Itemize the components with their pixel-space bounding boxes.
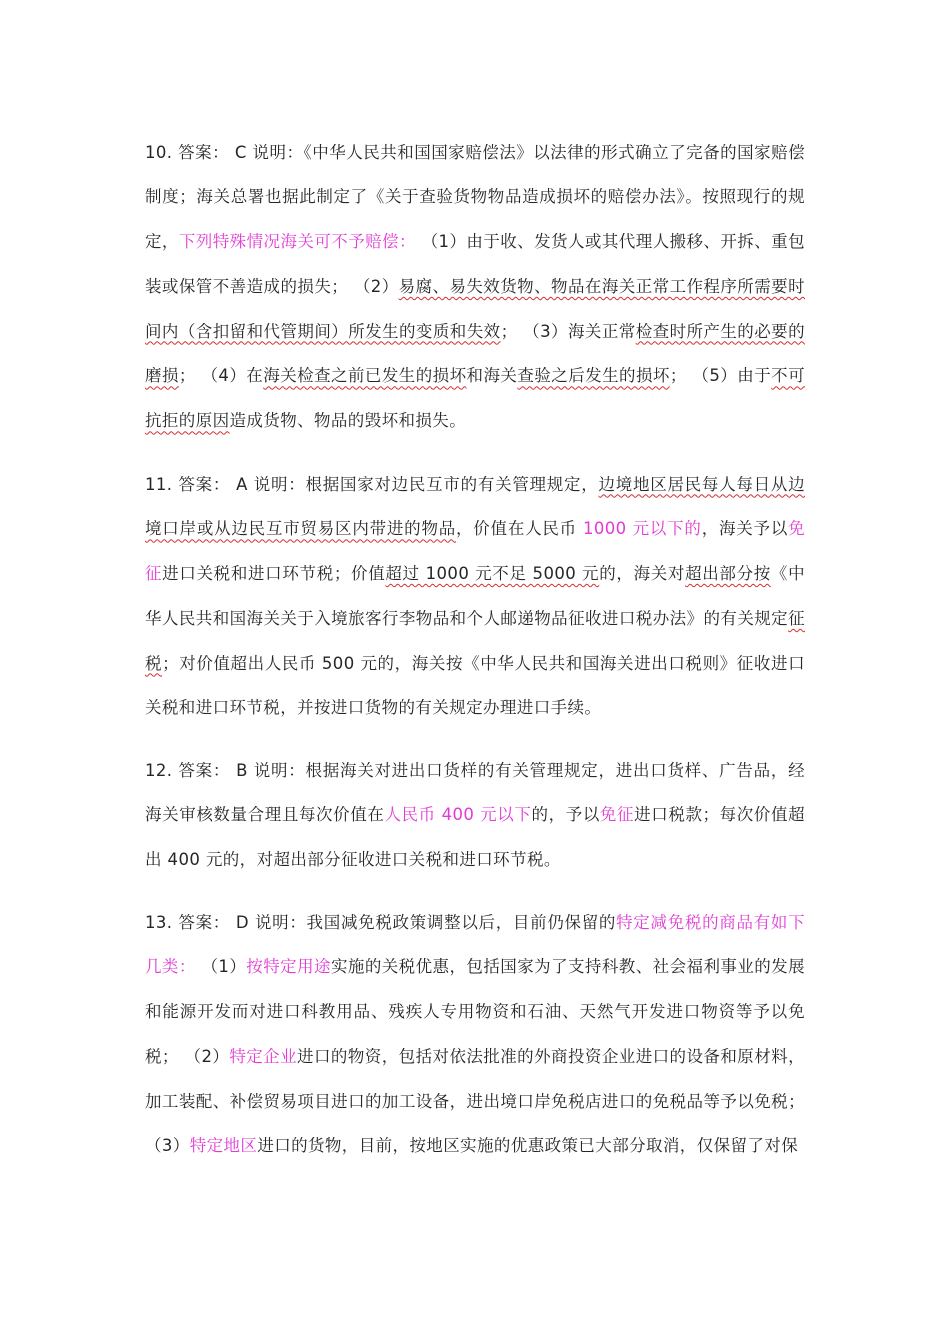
answer-11-text: 的，海关对 <box>599 564 686 584</box>
answer-11-highlight: 免征 <box>145 519 805 584</box>
answer-10-text: （1）由于收、发货人或其代理人搬移、开拆、重包装或保管不善造成的损失； （2） <box>145 232 805 296</box>
answer-13-text: 进口的货物，目前，按地区实施的优惠政策已大部分取消，仅保留了对保 <box>257 1136 799 1156</box>
answer-12-text: 的，予以 <box>531 805 600 825</box>
answer-11-underlined: 征税 <box>145 608 805 673</box>
answer-10-text: 造成货物、物品的毁坏和损失。 <box>229 411 467 431</box>
answer-11-text: ；对价值超出人民币 500 元的，海关按《中华人民共和国海关进出口税则》征收进口关税和进口环节税，并按进口货物的有关规定办理进口手续。 <box>145 653 805 718</box>
answer-10-text: 10. 答案： C 说明：《中华人民共和国国家赔偿法》以法律的形式确立了完备的国家赔偿制度；海关总署也据此制定了《关于查验货物物品造成损坏的赔偿办法》。按照现行的规定， <box>145 142 805 252</box>
answer-11-paragraph <box>145 463 805 732</box>
answer-13-highlight: 特定企业 <box>229 1046 298 1066</box>
answer-11-text: 《中华人民共和国海关关于入境旅客行李物品和个人邮递物品征收进口税办法》的有关规定 <box>145 564 805 628</box>
answer-13-text: 实施的关税优惠，包括国家为了支持科教、社会福利事业的发展和能源开发而对进口科教用品、残疾人专用物资和石油、天然气开发进口物资等予以免税； （2） <box>145 957 806 1066</box>
answer-10-underlined: 查验之后发生的损坏 <box>517 366 670 386</box>
answer-12-highlight: 免征 <box>599 805 635 825</box>
answer-10-underlined: 易腐、易失效货物、物品在海关正常工作程序所需要时间内（含扣留和代管期间）所发生的变质和失效 <box>145 276 805 341</box>
answer-13-highlight: 特定地区 <box>189 1136 258 1156</box>
answer-12-text: 12. 答案： B 说明：根据海关对进出口货样的有关管理规定，进出口货样、广告品，经海关审核数量合理且每次价值在 <box>145 760 805 825</box>
answer-10-underlined: 海关检查之前已发生的损坏 <box>263 366 467 386</box>
answer-11-underlined: 超过 1000 元不足 5000 元 <box>385 564 600 584</box>
answer-12-text: 进口税款；每次价值超出 400 元的，对超出部分征收进口关税和进口环节税。 <box>145 805 805 870</box>
answer-10-paragraph <box>145 131 805 445</box>
answer-10-underlined: 不可抗拒的原因 <box>145 366 805 431</box>
answer-11-text: 11. 答案： A 说明：根据国家对边民互市的有关管理规定， <box>145 474 599 494</box>
answer-13-highlight: 特定减免税的商品有如下几类： <box>145 912 805 977</box>
answer-10-text: ； （5）由于 <box>669 366 772 386</box>
answer-10-underlined: 检查时所产生的必要的磨损 <box>145 321 805 386</box>
answer-13-text: 13. 答案： D 说明：我国减免税政策调整以后，目前仍保留的 <box>145 912 617 932</box>
answer-12-highlight: 人民币 400 元以下 <box>384 805 532 825</box>
answer-11-underlined: 超出部分按 <box>685 564 771 584</box>
answer-10-text: 和海关 <box>466 366 518 386</box>
answer-10-highlight: 下列特殊情况海关可不予赔偿： <box>178 232 416 252</box>
answer-11-highlight: 1000 元以下的 <box>582 519 702 539</box>
answer-11-text: ，价值在人民币 <box>456 519 583 539</box>
answer-12-paragraph <box>145 749 805 883</box>
answer-13-highlight: 按特定用途 <box>246 957 331 977</box>
answer-10-text: ； （3）海关正常 <box>500 321 636 341</box>
answer-10-text: ； （4）在 <box>178 366 264 386</box>
answer-13-text: 进口的物资，包括对依法批准的外商投资企业进口的设备和原材料，加工装配、补偿贸易项目进口的加工设备，进出境口岸免税店进口的免税品等予以免税； （3） <box>145 1046 805 1156</box>
answer-11-text: ，海关予以 <box>701 519 789 539</box>
answer-11-underlined: 边境地区居民每人每日从边境口岸或从边民互市贸易区内带进的物品 <box>145 474 805 539</box>
answer-11-text: 进口关税和进口环节税；价值 <box>162 564 386 584</box>
answer-13-text: （1） <box>195 957 247 977</box>
answer-13-paragraph <box>145 901 805 1170</box>
